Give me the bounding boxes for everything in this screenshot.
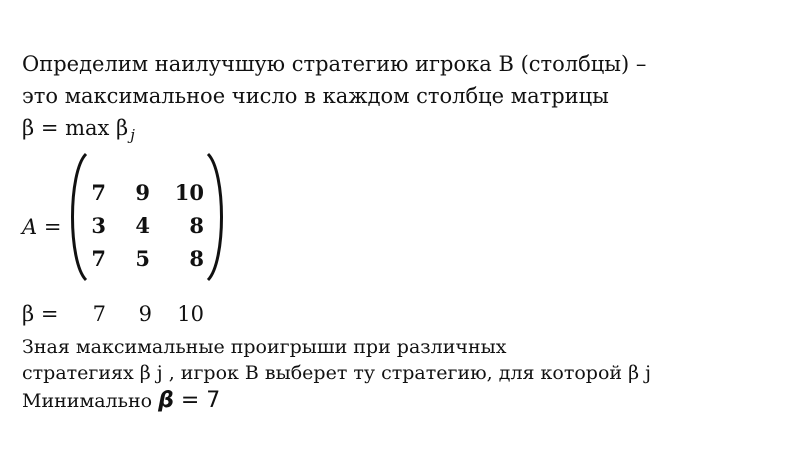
explanation-line-2: стратегиях β j , игрок В выберет ту стратегию, для которой β j bbox=[22, 362, 652, 384]
right-parenthesis bbox=[204, 152, 228, 282]
conclusion-text: Минимально bbox=[22, 390, 159, 412]
beta-formula bbox=[22, 116, 135, 144]
explanation-line-1: Зная максимальные проигрыши при различных bbox=[22, 336, 507, 358]
matrix-cell-r3c1: 7 bbox=[91, 246, 106, 271]
matrix-label bbox=[22, 215, 61, 239]
beta-value-1: 7 bbox=[92, 302, 106, 326]
beta-value-3: 10 bbox=[177, 302, 204, 326]
matrix-cell-r3c2: 5 bbox=[135, 246, 150, 271]
intro-line-1: Определим наилучшую стратегию игрока В (столбцы) – bbox=[22, 52, 647, 76]
conclusion-beta: β bbox=[158, 388, 174, 413]
beta-formula-main: β = max β bbox=[22, 116, 129, 140]
beta-formula-subscript: j bbox=[130, 126, 135, 144]
matrix-cell-r1c2: 9 bbox=[135, 180, 150, 205]
matrix-cell-r3c3: 8 bbox=[189, 246, 204, 271]
intro-line-2: это максимальное число в каждом столбце матрицы bbox=[22, 84, 609, 108]
matrix-cell-r1c3: 10 bbox=[174, 180, 204, 205]
conclusion-line bbox=[22, 388, 220, 413]
matrix-variable: A bbox=[22, 215, 38, 239]
matrix-cell-r2c1: 3 bbox=[91, 213, 106, 238]
beta-row-label: β = bbox=[22, 302, 59, 326]
matrix-cell-r1c1: 7 bbox=[91, 180, 106, 205]
beta-value-2: 9 bbox=[138, 302, 152, 326]
matrix-cell-r2c3: 8 bbox=[189, 213, 204, 238]
conclusion-expression bbox=[158, 388, 220, 413]
matrix-equals: = bbox=[37, 215, 62, 239]
conclusion-number: = 7 bbox=[173, 388, 221, 413]
matrix-cell-r2c2: 4 bbox=[135, 213, 150, 238]
